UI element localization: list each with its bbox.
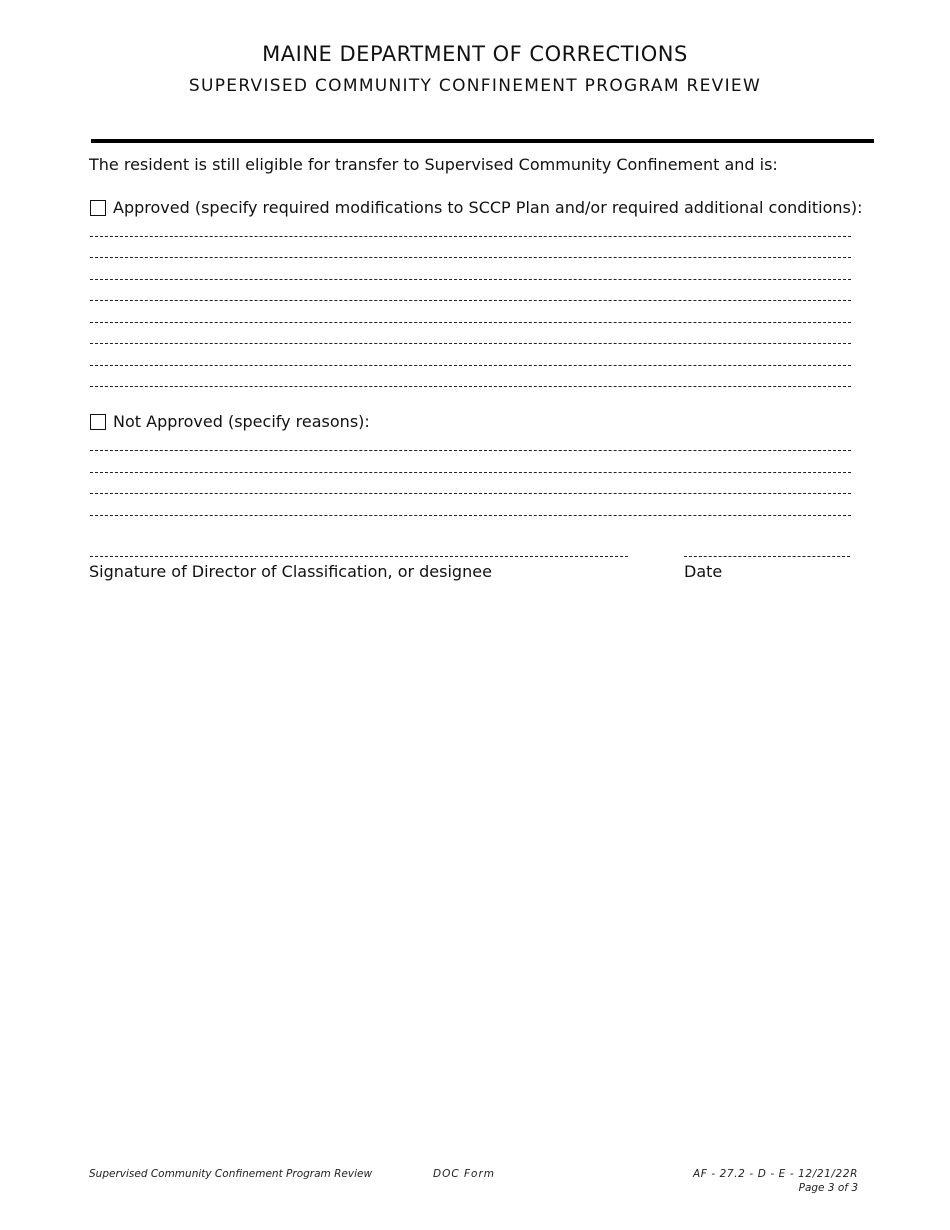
signature-label: Signature of Director of Classification, or designee [89,562,492,581]
approved-label: Approved (specify required modifications to SCCP Plan and/or required additional conditions): [113,198,863,217]
approved-write-line[interactable] [90,236,851,237]
approved-write-line[interactable] [90,300,851,301]
approved-write-line[interactable] [90,386,851,387]
approved-option[interactable] [90,198,862,218]
date-label: Date [684,562,723,581]
footer-meta [693,1167,858,1195]
page-title: MAINE DEPARTMENT OF CORRECTIONS [262,42,688,66]
approved-write-line[interactable] [90,343,851,344]
date-line[interactable] [684,556,850,557]
approved-write-line[interactable] [90,279,851,280]
header-divider [91,139,874,143]
approved-write-line[interactable] [90,257,851,258]
approved-checkbox[interactable] [90,200,106,216]
not-approved-label: Not Approved (specify reasons): [113,412,370,431]
not-approved-checkbox[interactable] [90,414,106,430]
footer-page-number: Page 3 of 3 [798,1182,858,1194]
not-approved-write-line[interactable] [90,515,851,516]
not-approved-write-line[interactable] [90,472,851,473]
approved-write-line[interactable] [90,365,851,366]
page-subtitle: SUPERVISED COMMUNITY CONFINEMENT PROGRAM REVIEW [188,76,762,96]
not-approved-option[interactable] [90,412,370,432]
approved-write-line[interactable] [90,322,851,323]
footer-doc-type: DOC Form [433,1168,496,1180]
footer-form-name: Supervised Community Confinement Program Review [89,1168,373,1180]
signature-line[interactable] [90,556,628,557]
not-approved-write-line[interactable] [90,493,851,494]
footer-form-code: AF - 27.2 - D - E - 12/21/22R [692,1168,858,1180]
eligibility-statement: The resident is still eligible for transfer to Supervised Community Confinement and is: [89,155,778,174]
not-approved-write-line[interactable] [90,450,851,451]
